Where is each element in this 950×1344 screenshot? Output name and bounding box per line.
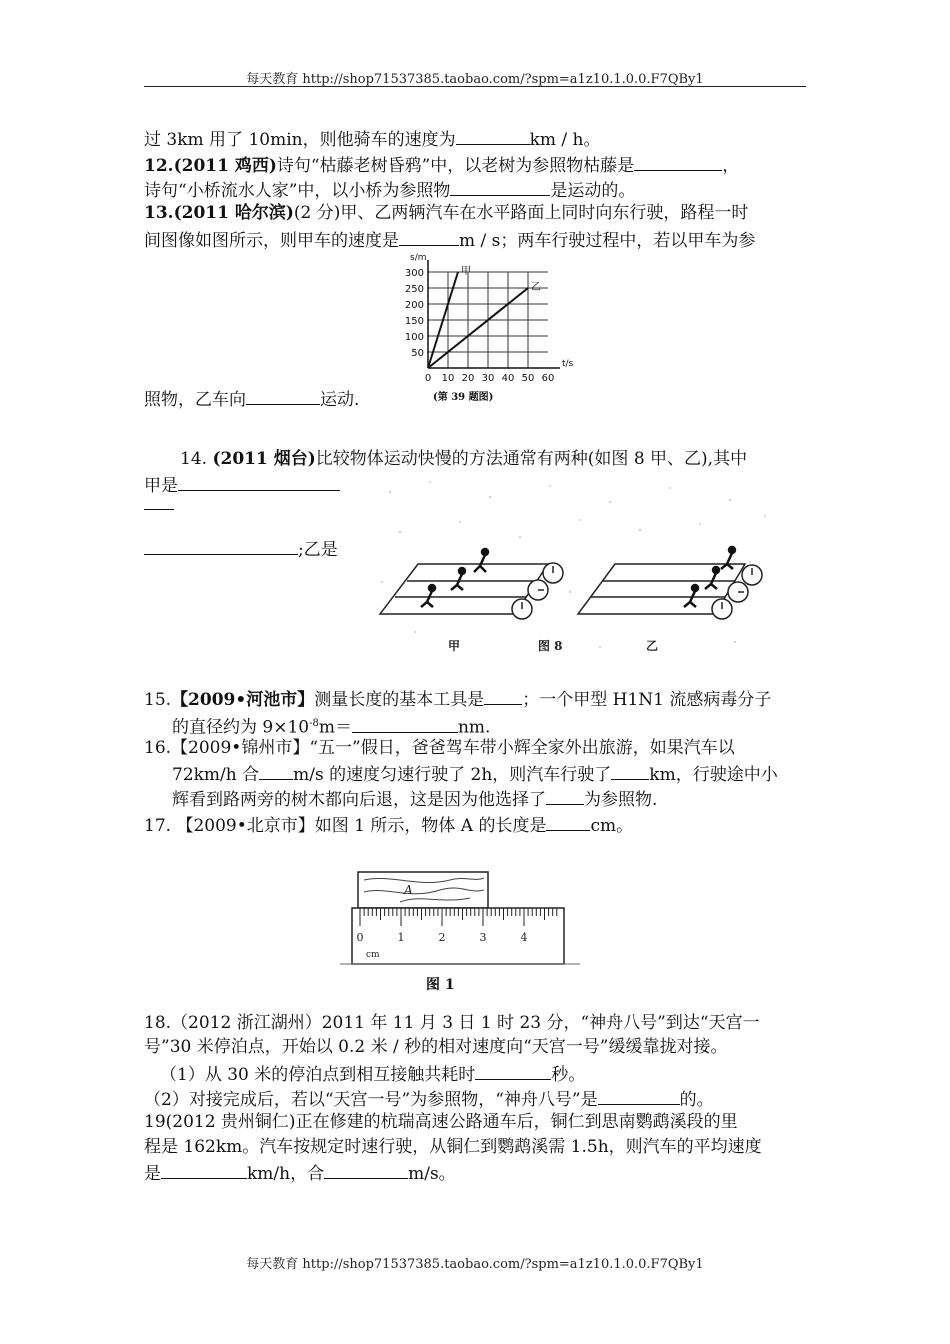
q19-text-a: 是 [144,1164,161,1184]
page-header: 每天教育 http://shop71537385.taobao.com/?spm=a1z10.1.0.0.F7QBy1 [246,72,704,87]
x-tick-label: 30 [481,373,495,384]
q18-blank-2[interactable] [598,1086,680,1105]
ruler-tick-label: 2 [438,931,446,944]
st-graph [380,250,574,405]
q16-line2 [172,761,778,787]
q16-number: 16. [144,738,172,758]
q16-text-d: km，行驶途中小 [649,765,778,785]
q17-text-a: 如图 1 所示，物体 A 的长度是 [314,816,547,836]
q13-text-b: 间图像如图所示，则甲车的速度是 [144,231,399,251]
wood-block [358,872,488,908]
series-label: 乙 [531,282,541,293]
q11-text-b: km / h。 [529,130,601,150]
q14-blank-1a[interactable] [178,472,340,491]
q17-source: 【2009•北京市】 [176,816,315,836]
ruler-tick-label: 0 [356,931,364,944]
q13-text-a: (2 分)甲、乙两辆汽车在水平路面上同时向东行驶，路程一时 [293,203,749,223]
x-tick-label: 50 [521,373,535,384]
y-tick-label: 300 [404,268,424,279]
ruler-tick-label: 1 [397,931,405,944]
q15-number: 15. [144,690,172,710]
q15-text-a: 测量长度的基本工具是 [314,690,485,710]
q12-text-c: 诗句“小桥流水人家”中，以小桥为参照物 [144,181,451,201]
fig8-label-left: 甲 [448,639,461,653]
q11-blank[interactable] [456,126,530,145]
q16-text-b: 72km/h 合 [172,765,260,785]
q13-line1 [144,201,748,225]
q14-line2 [144,472,340,498]
q13-source: (2011 哈尔滨) [173,203,294,223]
chart-caption: (第 39 题图) [433,392,494,403]
q15-line1 [144,686,771,712]
y-axis-label: s/m [410,253,427,263]
ruler [352,908,564,964]
q13-number: 13. [144,203,174,223]
q19-text-c: m/s。 [408,1164,456,1184]
q13-line3 [144,386,359,412]
q18-line4 [144,1086,714,1112]
q14-blank-2[interactable] [144,536,298,555]
q16-blank-3[interactable] [546,786,584,805]
q13-text-e: 运动. [320,390,360,410]
q17-line1 [144,812,633,838]
fig8-label-right: 乙 [646,639,659,653]
y-tick-label: 250 [404,284,424,295]
y-tick-label: 50 [411,348,424,359]
q19-line1: 19(2012 贵州铜仁)正在修建的杭瑞高速公路通车后，铜仁到思南鹦鹉溪段的里 [144,1112,738,1132]
runner-icon [684,547,735,607]
q19-text-b: km/h，合 [247,1164,325,1184]
q16-line3 [172,786,657,812]
q15-text-c: 的直径约为 9×10 [172,717,310,738]
q13-blank-2[interactable] [246,386,320,405]
q18-line2: 号”30 米停泊点，开始以 0.2 米 / 秒的相对速度向“天宫一号”缓缓靠拢对接。 [144,1037,728,1057]
q14-text-a: 比较物体运动快慢的方法通常有两种(如图 8 甲、乙),其中 [315,449,748,469]
race-figure [370,472,780,660]
y-tick-label: 150 [404,316,424,327]
x-axis-label: t/s [562,359,574,369]
q19-line3 [144,1160,456,1186]
st-graph-layer [405,253,574,403]
x-tick-label: 60 [541,373,555,384]
q15-text-e: nm. [457,717,491,738]
q14-line4 [144,536,338,562]
q12-line1 [144,152,739,178]
ruler-tick-label: 4 [520,931,528,944]
fig8-label-mid: 图 8 [538,639,563,653]
q17-number: 17. [144,816,172,836]
q19-line2: 程是 162km。汽车按规定时速行驶，从铜仁到鹦鹉溪需 1.5h，则汽车的平均速度 [144,1137,762,1157]
q19-blank-2[interactable] [324,1160,408,1179]
q17-text-b: cm。 [590,816,634,836]
stopwatch-icon [512,563,563,619]
q15-exponent: -8 [309,718,319,729]
x-tick-label: 20 [461,373,475,384]
q12-source: (2011 鸡西) [173,156,277,176]
q12-line2 [144,177,635,203]
header-rule [144,86,806,87]
q18-line1: 18.（2012 浙江湖州）2011 年 11 月 3 日 1 时 23 分，“神舟八号”到达“天宫一 [144,1013,760,1033]
q15-text-d: m＝ [318,717,352,738]
q14-blank-1b[interactable] [144,509,174,510]
q12-number: 12. [144,156,174,176]
ruler-figure [340,868,590,998]
x-tick-label: 0 [424,373,432,384]
q14-number: 14. [180,449,208,469]
q18-text-d: 的。 [679,1090,714,1110]
q14-source: (2011 烟台) [212,449,316,469]
q12-blank-2[interactable] [450,177,550,196]
q12-text-d: 是运动的。 [550,181,636,201]
q13-blank-1[interactable] [399,227,459,246]
q14-line1 [180,447,747,471]
q15-blank-2[interactable] [352,714,458,733]
q14-text-c: ;乙是 [298,540,338,560]
q12-text-b: ， [722,156,740,176]
q18-text-a: （1）从 30 米的停泊点到相互接触共耗时 [160,1065,476,1085]
q16-blank-1[interactable] [259,761,293,780]
ruler-unit: cm [366,950,380,960]
series-label: 甲 [461,266,471,277]
q16-blank-2[interactable] [611,761,649,780]
q13-text-d: 照物，乙车向 [144,390,246,410]
q15-blank-1[interactable] [484,686,522,705]
x-tick-label: 10 [441,373,455,384]
q12-text-a: 诗句“枯藤老树昏鸦”中，以老树为参照物枯藤是 [276,156,635,176]
y-tick-label: 200 [404,300,424,311]
q18-text-b: 秒。 [551,1065,586,1085]
block-label: A [404,883,413,897]
fig1-caption: 图 1 [426,977,455,993]
q17-blank[interactable] [546,812,590,831]
q18-blank-1[interactable] [475,1061,551,1080]
x-tick-label: 40 [501,373,515,384]
q18-line3 [160,1061,585,1087]
series-line [428,288,528,368]
q11-text-a: 过 3km 用了 10min，则他骑车的速度为 [144,130,456,150]
y-tick-label: 100 [404,332,424,343]
q12-blank-1[interactable] [634,152,722,171]
q15-text-b: ；一个甲型 H1N1 流感病毒分子 [522,690,772,710]
q16-text-f: 为参照物. [584,790,658,810]
q16-line1 [144,736,735,760]
q11-line1 [144,126,601,152]
q14-text-b: 甲是 [144,476,178,496]
q16-source: 【2009•锦州市】 [171,738,310,758]
q18-text-c: （2）对接完成后，若以“天宫一号”为参照物，“神舟八号”是 [144,1090,598,1110]
q19-blank-1[interactable] [161,1160,247,1179]
q16-text-a: “五一”假日，爸爸驾车带小辉全家外出旅游，如果汽车以 [309,738,735,758]
q16-text-e: 辉看到路两旁的树木都向后退，这是因为他选择了 [172,790,546,810]
q16-text-c: m/s 的速度匀速行驶了 2h，则汽车行驶了 [293,765,612,785]
q13-text-c: m / s；两车行驶过程中，若以甲车为参 [459,231,756,251]
runner-icon [421,549,488,607]
ruler-tick-label: 3 [479,931,487,944]
q15-source: 【2009•河池市】 [171,690,315,710]
stopwatch-icon [712,565,762,619]
page-footer: 每天教育 http://shop71537385.taobao.com/?spm=a1z10.1.0.0.F7QBy1 [246,1257,704,1272]
